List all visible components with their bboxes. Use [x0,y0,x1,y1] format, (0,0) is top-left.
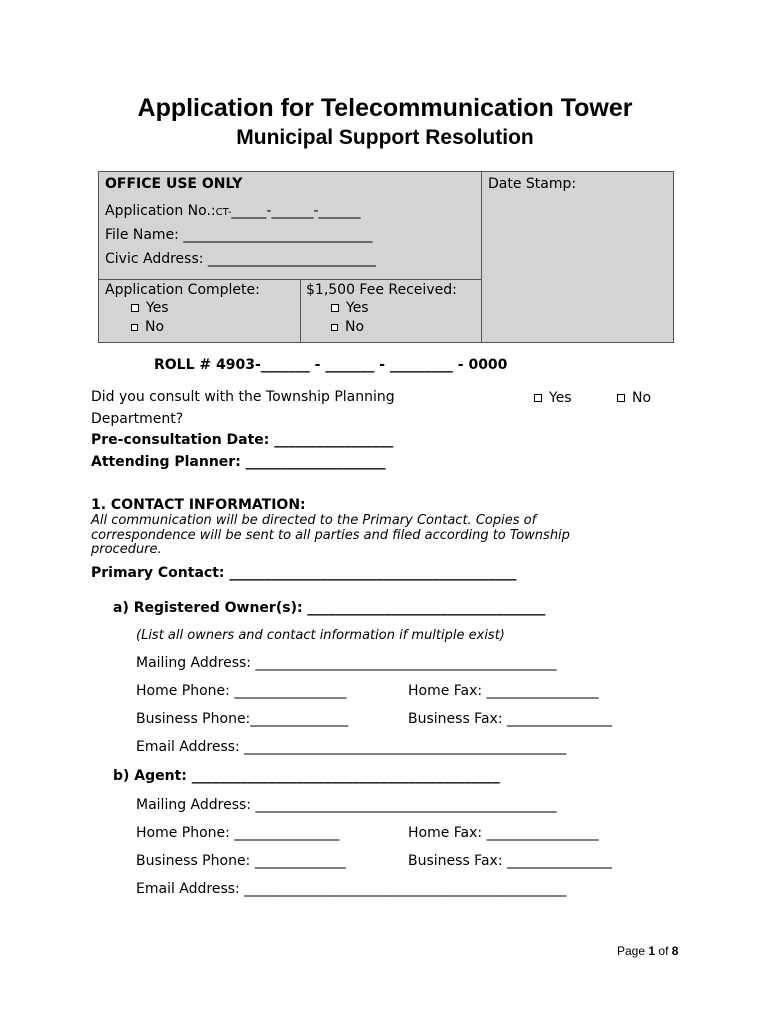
office-box-row-divider [99,279,481,280]
checkbox-icon[interactable] [617,394,625,402]
section-1-note-line3: procedure. [91,542,162,557]
agent-email-address-field[interactable]: Email Address: ______________________________________________ [136,881,567,897]
application-number-field[interactable] [105,203,361,219]
fee-received-label: $1,500 Fee Received: [306,282,457,298]
application-number-label: Application No.: [105,203,216,219]
section-1-note-line2: correspondence will be sent to all parties and filed according to Township [91,528,570,543]
page-number [617,944,678,958]
office-use-box [98,171,674,343]
checkbox-icon[interactable] [131,324,138,331]
application-complete-label: Application Complete: [105,282,260,298]
checkbox-icon[interactable] [534,394,542,402]
document-subtitle: Municipal Support Resolution [236,126,534,149]
date-stamp-label: Date Stamp: [488,176,577,192]
agent-home-fax-field[interactable]: Home Fax: ________________ [408,825,599,841]
fee-no-label: No [345,319,365,335]
agent-business-fax-field[interactable]: Business Fax: _______________ [408,853,612,869]
page-current: 1 [648,944,656,958]
complete-no-label: No [145,319,165,335]
owner-business-phone-field[interactable]: Business Phone:______________ [136,711,349,727]
complete-yes-label: Yes [146,300,169,316]
consult-yes-label: Yes [549,390,572,406]
registered-owners-field[interactable]: a) Registered Owner(s): __________________________________ [113,600,546,616]
complete-no-option[interactable] [131,319,164,335]
primary-contact-field[interactable]: Primary Contact: _________________________________________ [91,565,517,581]
file-name-field[interactable]: File Name: ___________________________ [105,227,373,243]
consult-yes-option[interactable] [534,390,572,406]
civic-address-field[interactable]: Civic Address: ________________________ [105,251,376,267]
agent-home-phone-field[interactable]: Home Phone: _______________ [136,825,340,841]
application-number-blank: _____-______-______ [231,203,361,219]
fee-yes-option[interactable] [331,300,369,316]
owners-note: (List all owners and contact information if multiple exist) [136,628,505,643]
consult-question-line1: Did you consult with the Township Planning [91,389,395,405]
checkbox-icon[interactable] [131,304,139,312]
consult-question-line2: Department? [91,411,184,427]
office-box-divider [481,172,482,342]
pre-consultation-date-field[interactable]: Pre-consultation Date: _________________ [91,432,394,448]
fee-yes-label: Yes [346,300,369,316]
page-total: 8 [671,944,679,958]
agent-field[interactable]: b) Agent: ____________________________________________ [113,768,500,784]
office-box-subdivider [300,279,301,342]
agent-business-phone-field[interactable]: Business Phone: _____________ [136,853,346,869]
roll-number-field[interactable]: ROLL # 4903-_______ - _______ - _________ - 0000 [154,357,508,373]
section-1-heading: 1. CONTACT INFORMATION: [91,497,306,513]
agent-mailing-address-field[interactable]: Mailing Address: ___________________________________________ [136,797,557,813]
checkbox-icon[interactable] [331,304,339,312]
page-of-label: of [658,944,669,958]
owner-mailing-address-field[interactable]: Mailing Address: ___________________________________________ [136,655,557,671]
consult-no-option[interactable] [617,390,651,406]
checkbox-icon[interactable] [331,324,338,331]
complete-yes-option[interactable] [131,300,169,316]
consult-no-label: No [632,390,652,406]
application-number-prefix: CT- [215,207,232,218]
fee-no-option[interactable] [331,319,364,335]
attending-planner-field[interactable]: Attending Planner: ____________________ [91,454,386,470]
owner-business-fax-field[interactable]: Business Fax: _______________ [408,711,612,727]
document-title: Application for Telecommunication Tower [137,94,633,122]
owner-email-address-field[interactable]: Email Address: ______________________________________________ [136,739,567,755]
office-use-heading: OFFICE USE ONLY [105,176,243,192]
owner-home-fax-field[interactable]: Home Fax: ________________ [408,683,599,699]
section-1-note-line1: All communication will be directed to the Primary Contact. Copies of [91,513,537,528]
owner-home-phone-field[interactable]: Home Phone: ________________ [136,683,347,699]
page-label: Page [617,944,646,958]
